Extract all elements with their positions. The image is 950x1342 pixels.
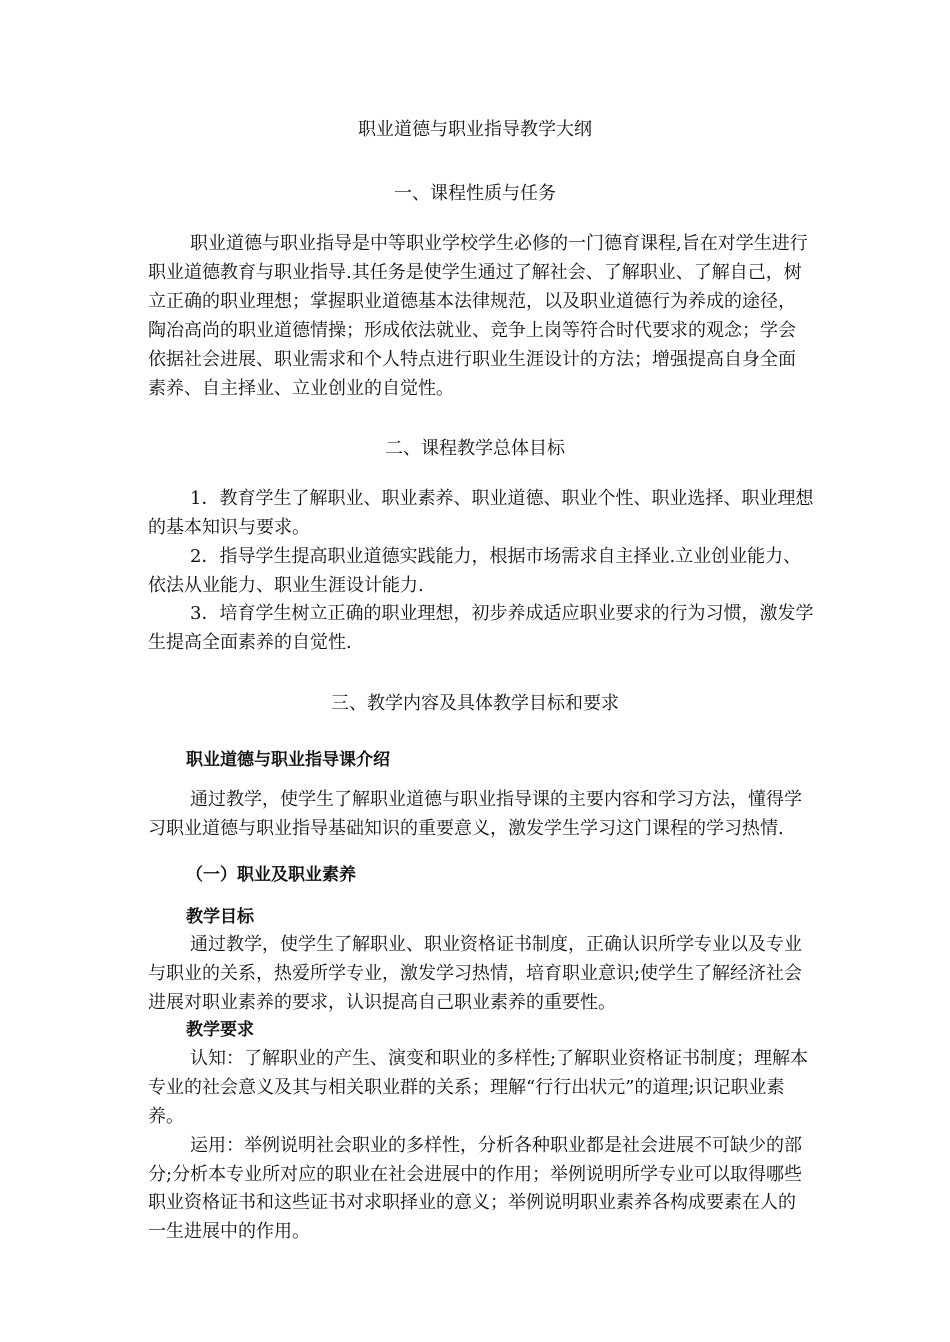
req-line: 一生进展中的作用。	[148, 1221, 310, 1242]
unit-title: （一）职业及职业素养	[186, 865, 356, 885]
intro-line: 通过教学，使学生了解职业道德与职业指导课的主要内容和学习方法，懂得学	[190, 789, 802, 810]
intro-line: 习职业道德与职业指导基础知识的重要意义，激发学生学习这门课程的学习热情.	[148, 818, 784, 839]
section-1-line: 立正确的职业理想；掌握职业道德基本法律规范，以及职业道德行为养成的途径，	[148, 291, 796, 312]
req-line: 职业资格证书和这些证书对求职择业的意义；举例说明职业素养各构成要素在人的	[148, 1192, 796, 1213]
goal-line: 进展对职业素养的要求，认识提高自己职业素养的重要性。	[148, 992, 616, 1013]
section-2-line: 生提高全面素养的自觉性.	[148, 632, 352, 653]
section-2-line: 2．指导学生提高职业道德实践能力，根据市场需求自主择业.立业创业能力、	[190, 546, 802, 567]
req-line: 运用：举例说明社会职业的多样性，分析各种职业都是社会进展不可缺少的部	[190, 1135, 802, 1156]
section-1-line: 职业道德教育与职业指导.其任务是使学生通过了解社会、了解职业、了解自己，树	[148, 262, 802, 283]
section-3-heading: 三、教学内容及具体教学目标和要求	[331, 693, 619, 714]
section-1-line: 陶冶高尚的职业道德情操；形成依法就业、竞争上岗等符合时代要求的观念；学会	[148, 320, 796, 341]
intro-title: 职业道德与职业指导课介绍	[186, 750, 390, 770]
section-2-line: 的基本知识与要求。	[148, 517, 310, 538]
goal-line: 与职业的关系，热爱所学专业，激发学习热情，培育职业意识;使学生了解经济社会	[148, 963, 803, 984]
section-1-line: 职业道德与职业指导是中等职业学校学生必修的一门德育课程,旨在对学生进行	[190, 233, 808, 254]
req-line: 养。	[148, 1106, 184, 1127]
section-2-line: 1．教育学生了解职业、职业素养、职业道德、职业个性、职业选择、职业理想	[190, 488, 814, 509]
req-line: 专业的社会意义及其与相关职业群的关系；理解“行行出状元”的道理;识记职业素	[148, 1077, 785, 1098]
goal-title: 教学目标	[186, 907, 254, 927]
section-1-heading: 一、课程性质与任务	[394, 183, 556, 204]
section-1-line: 依据社会进展、职业需求和个人特点进行职业生涯设计的方法；增强提高自身全面	[148, 349, 796, 370]
section-2-heading: 二、课程教学总体目标	[385, 438, 565, 459]
req-line: 分;分析本专业所对应的职业在社会进展中的作用；举例说明所学专业可以取得哪些	[148, 1164, 803, 1185]
section-2-line: 依法从业能力、职业生涯设计能力.	[148, 575, 424, 596]
req-line: 认知：了解职业的产生、演变和职业的多样性;了解职业资格证书制度；理解本	[190, 1048, 809, 1069]
goal-line: 通过教学，使学生了解职业、职业资格证书制度，正确认识所学专业以及专业	[190, 934, 802, 955]
document-title: 职业道德与职业指导教学大纲	[358, 119, 592, 140]
section-1-line: 素养、自主择业、立业创业的自觉性。	[148, 378, 454, 399]
section-2-line: 3．培育学生树立正确的职业理想，初步养成适应职业要求的行为习惯，激发学	[190, 603, 814, 624]
req-title: 教学要求	[186, 1020, 254, 1040]
